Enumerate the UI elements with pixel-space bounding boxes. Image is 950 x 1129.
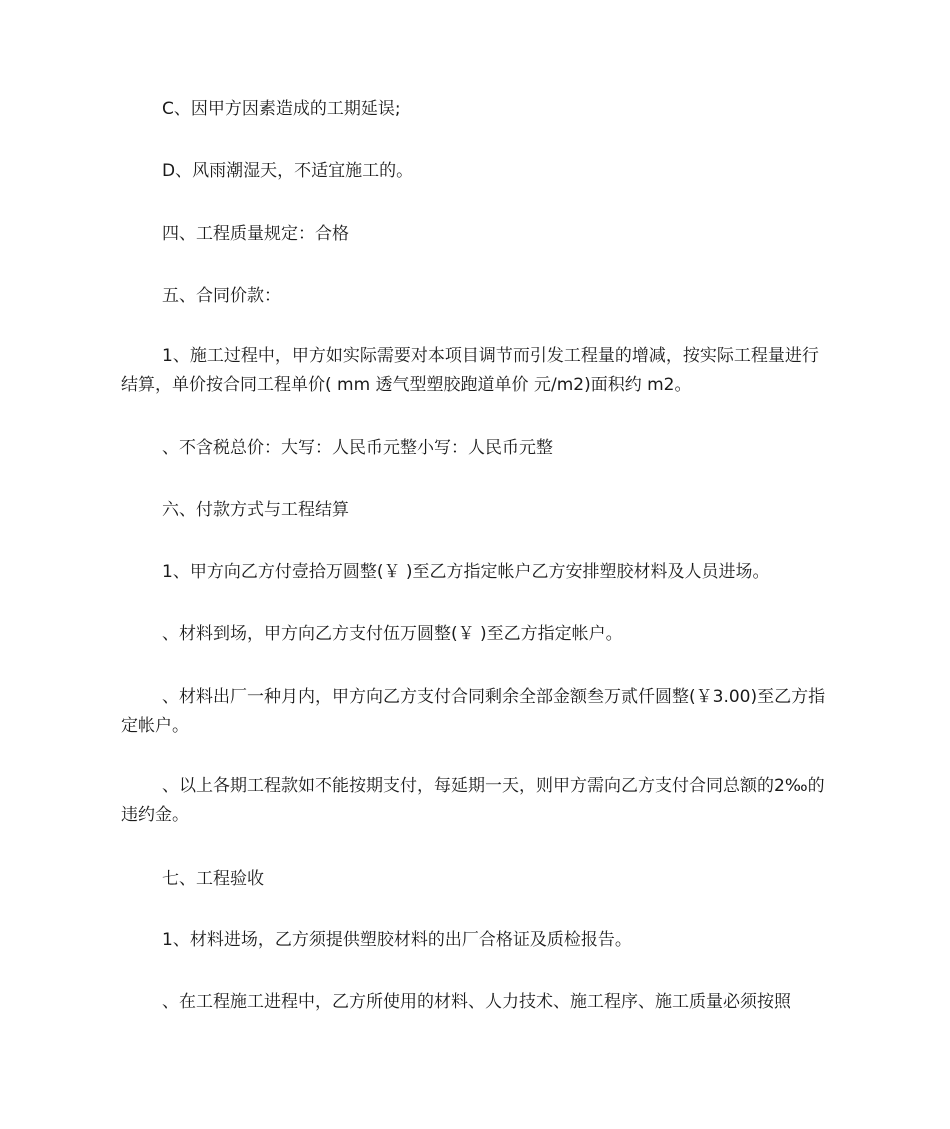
section-7-acceptance-heading: 七、工程验收	[162, 869, 264, 889]
payment-clause-2: 、材料到场，甲方向乙方支付伍万圆整(￥ )至乙方指定帐户。	[162, 624, 623, 644]
acceptance-clause-1: 1、材料进场，乙方须提供塑胶材料的出厂合格证及质检报告。	[162, 930, 632, 950]
price-clause-1: 1、施工过程中，甲方如实际需要对本项目调节而引发工程量的增减，按实际工程量进行结算，单价按合同工程单价( mm 透气型塑胶跑道单价 元/m2)面积约 m2。	[121, 346, 819, 395]
payment-clause-3: 、材料出厂一种月内，甲方向乙方支付合同剩余全部金额叁万贰仟圆整(￥3.00)至乙方指定帐户。	[121, 687, 826, 736]
clause-c-delay-by-party-a: C、因甲方因素造成的工期延误;	[162, 99, 401, 119]
clause-d-weather: D、风雨潮湿天，不适宜施工的。	[162, 161, 414, 181]
price-clause-total: 、不含税总价：大写：人民币元整小写：人民币元整	[162, 438, 553, 458]
payment-clause-1: 1、甲方向乙方付壹拾万圆整(￥ )至乙方指定帐户乙方安排塑胶材料及人员进场。	[162, 562, 770, 582]
section-5-price-heading: 五、合同价款：	[162, 286, 281, 306]
section-6-payment-heading: 六、付款方式与工程结算	[162, 500, 349, 520]
section-4-quality-heading: 四、工程质量规定：合格	[162, 224, 349, 244]
acceptance-clause-2: 、在工程施工进程中，乙方所使用的材料、人力技术、施工程序、施工质量必须按照	[162, 992, 791, 1012]
payment-clause-4: 、以上各期工程款如不能按期支付，每延期一天，则甲方需向乙方支付合同总额的2‰的违约金。	[121, 776, 825, 825]
